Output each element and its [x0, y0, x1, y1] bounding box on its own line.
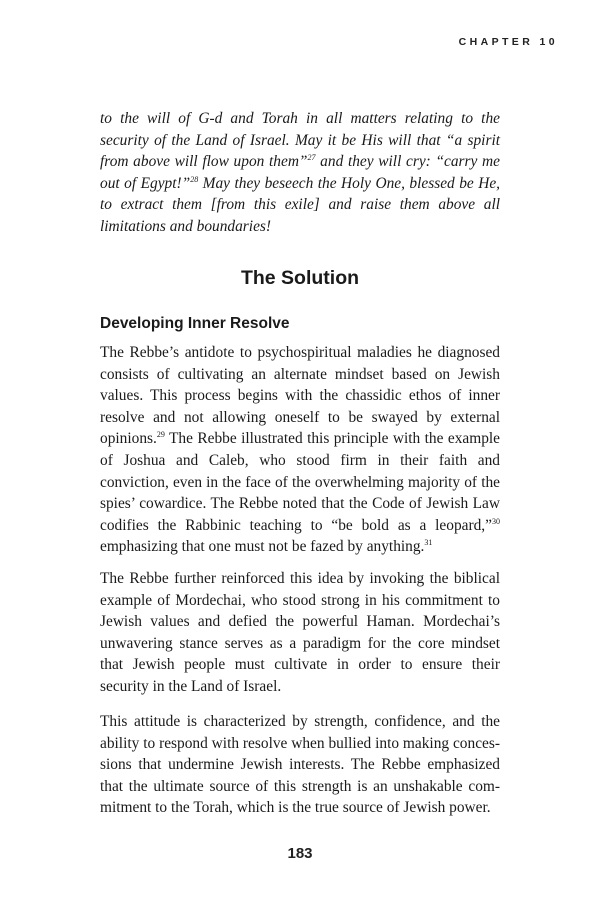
- footnote-ref[interactable]: 31: [424, 538, 433, 548]
- paragraph-text: The Rebbe illustrated this principle with the example of Joshua and Caleb, who stood firm in their faith and conviction, even in the face of the overwhelming majority of the spies’ cowardice. The Rebbe noted that the Code of Jewish Law codifies the Rabbinic teaching to “be bold as a leopard,”: [100, 430, 500, 534]
- quote-paragraph: [100, 108, 500, 238]
- quote-text: May they beseech the Holy One, blessed be He, to extract them [from this exile] and raise them above all limitations and boundaries!: [100, 174, 501, 235]
- footnote-ref[interactable]: 28: [190, 174, 199, 184]
- body-paragraph: [100, 342, 500, 558]
- body-paragraph: The Rebbe further reinforced this idea by invoking the biblical example of Mordechai, who stood strong in his commitment to Jewish values and defied the powerful Haman. Mordechai’s unwavering stance serves as a paradigm for the core mindset that Jewish people must cultivate in order to ensure their security in the Land of Israel.: [100, 570, 500, 695]
- footnote-ref[interactable]: 30: [492, 516, 500, 526]
- page-content: [100, 108, 501, 817]
- quote-text: and they will cry: “carry me out of Egypt!”: [100, 153, 500, 192]
- paragraph-text: emphasizing that one must not be fazed by anything.: [100, 538, 425, 556]
- section-title: The Solution: [240, 267, 360, 289]
- page-number: 183: [287, 845, 313, 862]
- paragraph-text: The Rebbe’s antidote to psychospiritual maladies he diagnosed consists of cultivating an alternate mindset based on Jewish values. This process begins with the chassidic ethos of inner resolve and not allowing oneself to be swayed by external opinions.: [100, 344, 500, 448]
- footnote-ref[interactable]: 29: [156, 430, 165, 440]
- body-paragraph: This attitude is characterized by strength, confidence, and the ability to respond with resolve when bullied into making concessions that undermine Jewish interests. The Rebbe emphasized that the ultimate source of this strength is an unshakable commitment to the Torah, which is the true source of Jewish power.: [100, 713, 500, 817]
- quote-text: to the will of G-d and Torah in all matters relating to the security of the Land of Israel. May it be His will that “a spirit from above will flow upon them”: [100, 110, 500, 171]
- subsection-title: Developing Inner Resolve: [100, 315, 290, 332]
- footnote-ref[interactable]: 27: [307, 153, 316, 163]
- running-header: CHAPTER 10: [458, 36, 558, 48]
